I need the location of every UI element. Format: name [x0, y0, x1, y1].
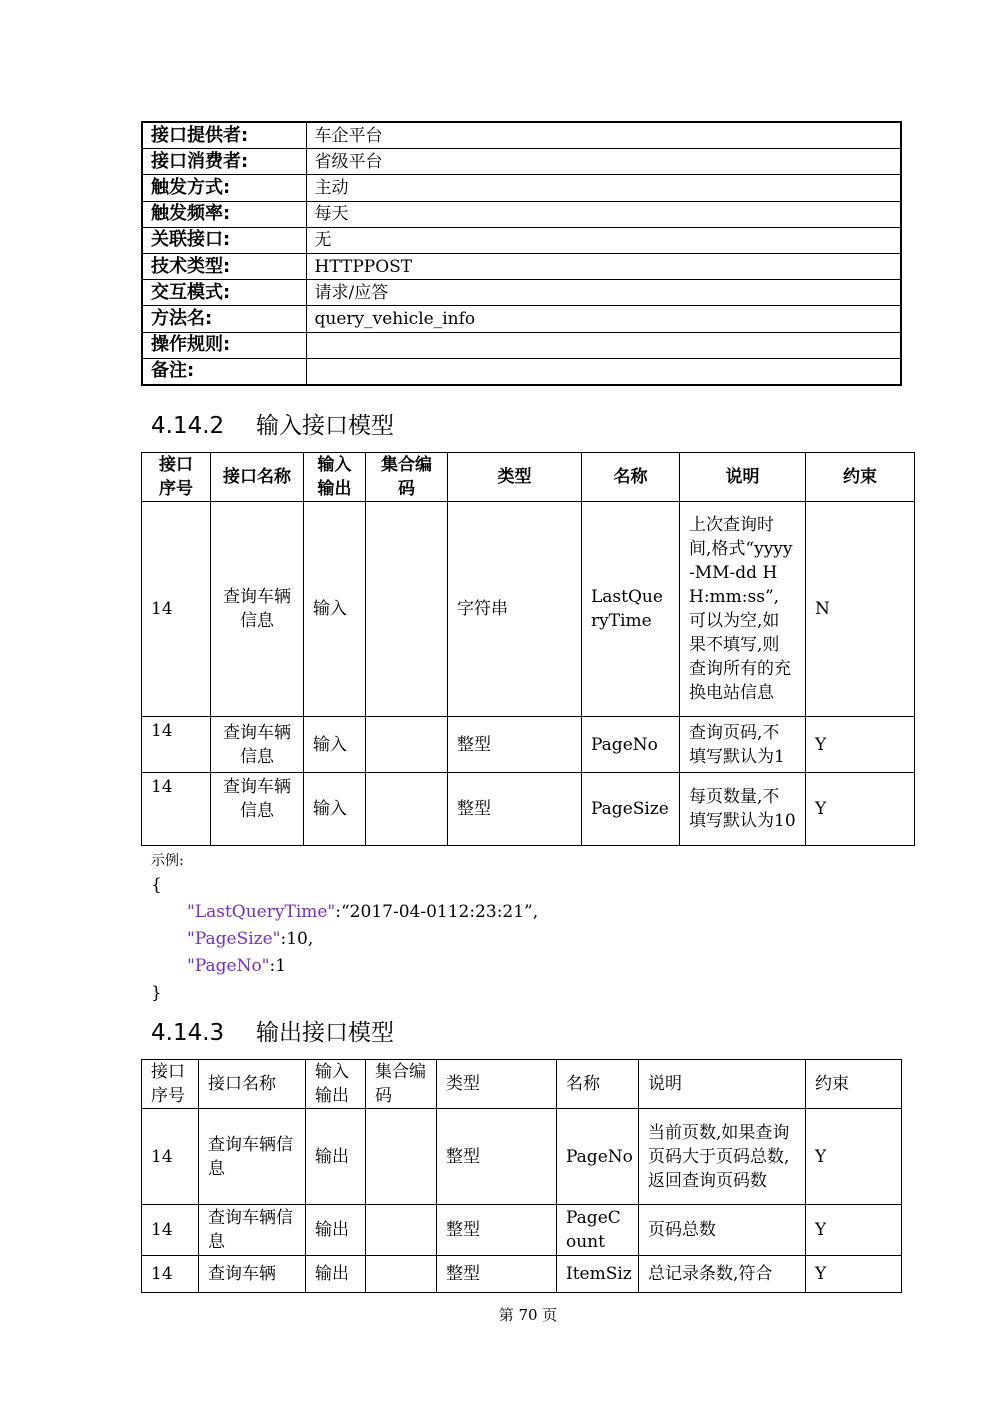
cell-field: PageSize [582, 773, 680, 846]
cell-constraint: Y [806, 1256, 902, 1293]
json-value: :“2017-04-0112:23:21”, [335, 902, 539, 922]
info-row [142, 201, 901, 227]
info-value: query_vehicle_info [306, 306, 901, 332]
info-key: 交互模式: [142, 280, 306, 306]
interface-info-table [141, 121, 902, 386]
info-row [142, 149, 901, 175]
cell-constraint: Y [806, 1109, 902, 1205]
info-value: 主动 [306, 175, 901, 201]
info-key: 操作规则: [142, 332, 306, 358]
cell-desc: 每页数量,不填写默认为10 [680, 773, 806, 846]
cell-desc: 上次查询时间,格式“yyyy-MM-dd HH:mm:ss”,可以为空,如果不填写,则查询所有的充换电站信息 [680, 502, 806, 717]
cell-name: 查询车辆信息 [211, 502, 304, 717]
cell-desc: 查询页码,不填写默认为1 [680, 717, 806, 773]
cell-name: 查询车辆信息 [211, 773, 304, 846]
column-header: 约束 [806, 453, 915, 502]
info-value [306, 332, 901, 358]
column-header: 集合编码 [366, 453, 448, 502]
column-header: 类型 [437, 1060, 557, 1109]
info-key: 接口消费者: [142, 149, 306, 175]
json-key: "PageNo" [187, 956, 270, 976]
cell-code [366, 717, 448, 773]
info-value: 每天 [306, 201, 901, 227]
cell-field: ItemSiz [557, 1256, 639, 1293]
cell-io: 输出 [306, 1109, 366, 1205]
table-row [142, 502, 915, 717]
info-key: 触发方式: [142, 175, 306, 201]
cell-io: 输入 [304, 773, 366, 846]
cell-code [366, 1109, 437, 1205]
info-key: 方法名: [142, 306, 306, 332]
column-header: 名称 [582, 453, 680, 502]
example-open-brace: { [151, 875, 162, 895]
json-value: :10, [280, 929, 314, 949]
section-number: 4.14.2 [151, 413, 225, 439]
info-value: 省级平台 [306, 149, 901, 175]
column-header: 类型 [448, 453, 582, 502]
column-header: 接口名称 [211, 453, 304, 502]
column-header: 接口名称 [199, 1060, 306, 1109]
cell-seq: 14 [142, 1256, 199, 1293]
section-heading-input [151, 412, 394, 440]
cell-io: 输入 [304, 502, 366, 717]
cell-constraint: Y [806, 1205, 902, 1256]
table-row [142, 1109, 902, 1205]
cell-field: PageCount [557, 1205, 639, 1256]
cell-constraint: Y [806, 773, 915, 846]
info-key: 备注: [142, 358, 306, 385]
cell-name: 查询车辆 [199, 1256, 306, 1293]
column-header: 约束 [806, 1060, 902, 1109]
cell-name: 查询车辆信息 [199, 1109, 306, 1205]
cell-seq: 14 [142, 1109, 199, 1205]
info-value: 车企平台 [306, 122, 901, 149]
info-row [142, 175, 901, 201]
table-header-row [142, 453, 915, 502]
table-row [142, 717, 915, 773]
column-header: 集合编码 [366, 1060, 437, 1109]
table-row [142, 773, 915, 846]
cell-type: 整型 [448, 717, 582, 773]
table-row [142, 1256, 902, 1293]
cell-constraint: Y [806, 717, 915, 773]
info-row [142, 253, 901, 279]
cell-io: 输出 [306, 1205, 366, 1256]
info-row [142, 306, 901, 332]
cell-code [366, 502, 448, 717]
example-close-brace: } [151, 983, 162, 1003]
section-title: 输入接口模型 [256, 413, 394, 439]
example-line [187, 899, 538, 926]
input-model-table [141, 452, 915, 846]
section-number: 4.14.3 [151, 1020, 225, 1046]
json-value: :1 [269, 956, 287, 976]
column-header: 输入输出 [304, 453, 366, 502]
info-value: 无 [306, 227, 901, 253]
cell-name: 查询车辆信息 [199, 1205, 306, 1256]
info-row [142, 358, 901, 385]
cell-type: 整型 [437, 1256, 557, 1293]
example-line [187, 926, 313, 953]
info-value [306, 358, 901, 385]
info-row [142, 122, 901, 149]
cell-desc: 当前页数,如果查询页码大于页码总数,返回查询页码数 [639, 1109, 806, 1205]
cell-seq: 14 [142, 502, 211, 717]
info-value: HTTPPOST [306, 253, 901, 279]
cell-type: 整型 [437, 1109, 557, 1205]
cell-code [366, 773, 448, 846]
cell-constraint: N [806, 502, 915, 717]
info-row [142, 332, 901, 358]
cell-type: 整型 [437, 1205, 557, 1256]
info-row [142, 280, 901, 306]
info-value: 请求/应答 [306, 280, 901, 306]
cell-io: 输出 [306, 1256, 366, 1293]
column-header: 说明 [680, 453, 806, 502]
example-line [187, 953, 286, 980]
cell-seq: 14 [142, 1205, 199, 1256]
cell-code [366, 1205, 437, 1256]
column-header: 名称 [557, 1060, 639, 1109]
page-number: 第 70 页 [498, 1306, 558, 1324]
table-row [142, 1205, 902, 1256]
info-key: 触发频率: [142, 201, 306, 227]
cell-field: LastQueryTime [582, 502, 680, 717]
info-row [142, 227, 901, 253]
cell-type: 字符串 [448, 502, 582, 717]
cell-code [366, 1256, 437, 1293]
section-heading-output [151, 1019, 394, 1047]
json-key: "PageSize" [187, 929, 281, 949]
column-header: 说明 [639, 1060, 806, 1109]
json-key: "LastQueryTime" [187, 902, 336, 922]
cell-field: PageNo [557, 1109, 639, 1205]
column-header: 接口序号 [142, 453, 211, 502]
cell-field: PageNo [582, 717, 680, 773]
output-model-table [141, 1059, 902, 1293]
info-key: 关联接口: [142, 227, 306, 253]
info-key: 接口提供者: [142, 122, 306, 149]
cell-seq: 14 [142, 717, 211, 773]
column-header: 接口序号 [142, 1060, 199, 1109]
table-header-row [142, 1060, 902, 1109]
cell-desc: 总记录条数,符合 [639, 1256, 806, 1293]
example-label: 示例: [151, 853, 184, 869]
column-header: 输入输出 [306, 1060, 366, 1109]
cell-name: 查询车辆信息 [211, 717, 304, 773]
cell-io: 输入 [304, 717, 366, 773]
cell-desc: 页码总数 [639, 1205, 806, 1256]
info-key: 技术类型: [142, 253, 306, 279]
cell-seq: 14 [142, 773, 211, 846]
section-title: 输出接口模型 [256, 1020, 394, 1046]
cell-type: 整型 [448, 773, 582, 846]
